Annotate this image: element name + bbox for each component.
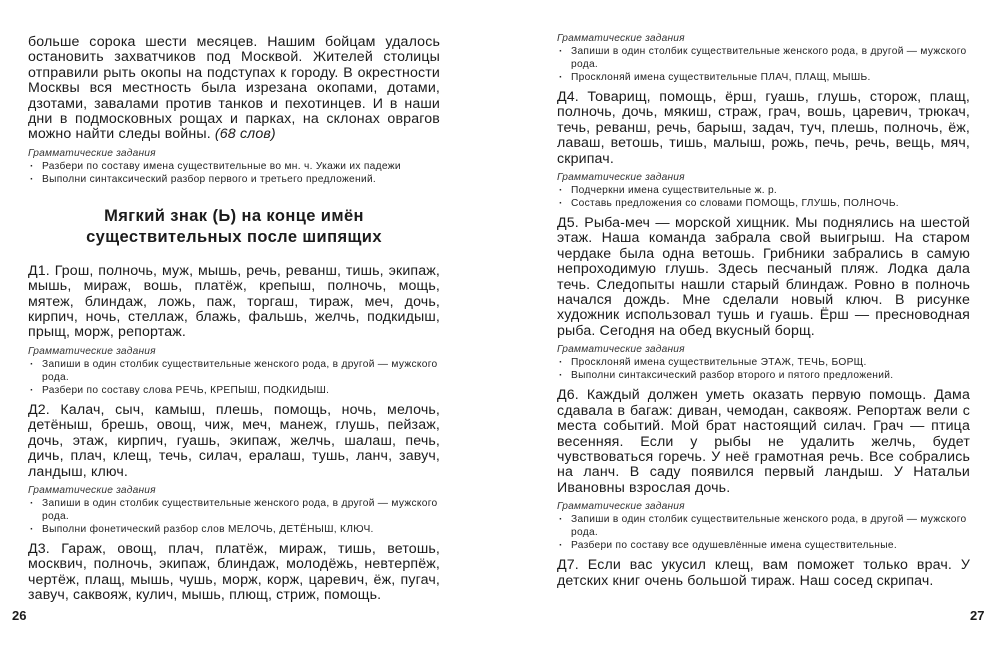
exercise-body: Грош, полночь, муж, мышь, речь, реванш, тишь, экипаж, мышь, мираж, вошь, платёж, крепыш, полночь, мощь, мятеж, блиндаж, ложь, паж, торгаш, тираж, меч, дочь, кирпич, ночь, стеллаж, блажь, фальшь, желчь, подкидыш, прыщ, морж, репортаж. xyxy=(28,262,441,341)
task-item: · Выполни синтаксический разбор первого и третьего предложений. xyxy=(28,173,440,186)
task-item: · Запиши в один столбик существительные женского рода, в другой — мужского рода. xyxy=(28,358,440,384)
exercise-label: Д2. xyxy=(28,401,50,418)
task-item: · Составь предложения со словами ПОМОЩЬ, ГЛУШЬ, ПОЛНОЧЬ. xyxy=(557,197,970,210)
task-item: · Разбери по составу имена существительные во мн. ч. Укажи их падежи xyxy=(28,160,440,173)
exercise-label: Д7. xyxy=(557,557,579,574)
exercise-label: Д5. xyxy=(557,215,579,232)
exercise-label: Д4. xyxy=(557,89,579,105)
exercise-text xyxy=(557,558,970,589)
grammar-tasks xyxy=(557,501,970,552)
tasks-list xyxy=(557,45,970,84)
exercise-text xyxy=(28,403,440,480)
task-item: · Просклоняй имена существительные ПЛАЧ, ПЛАЩ, МЫШЬ. xyxy=(557,71,970,84)
task-item: · Просклоняй имена существительные ЭТАЖ, ТЕЧЬ, БОРЩ. xyxy=(557,356,970,369)
exercise-d2 xyxy=(28,403,440,536)
page-number-left: 26 xyxy=(12,608,27,623)
exercise-body: Гараж, овощ, плач, платёж, мираж, тишь, ветошь, москвич, полночь, экипаж, блиндаж, молодёжь, невтерпёж, чертёж, плащ, мышь, чушь, морж, корж, царевич, ёж, пугач, завуч, саквояж, кулич, мышь, плющ, стриж, помощь. xyxy=(28,540,441,604)
exercise-body: Калач, сыч, камыш, плешь, помощь, ночь, мелочь, детёныш, брешь, овощ, чиж, меч, манеж, глушь, пейзаж, дочь, этаж, кирпич, гуашь, экипаж, желчь, шалаш, печь, дичь, плач, клещ, течь, силач, ералаш, тушь, ланч, завуч, ландыш, ключ. xyxy=(28,401,440,480)
exercise-body: Рыба-меч — морской хищник. Мы поднялись на шестой этаж. Наша команда забрала свой выигрыш. На старом чердаке была одна ветошь. Грибники забрались в самую непроходимую глушь. Здесь песчаный пляж. Лодка дала течь. Следопыты нашли старый блиндаж. Ровно в полночь начался дождь. Мне сделали новый ключ. В рисунке художник использовал тушь и гуашь. Ёрш — пресноводная рыба. Сегодня на обед вкусный борщ. xyxy=(557,215,971,339)
exercise-text xyxy=(557,90,970,167)
tasks-list xyxy=(28,358,440,397)
tasks-title: Грамматические задания xyxy=(557,501,685,513)
grammar-tasks xyxy=(28,485,440,536)
tasks-title: Грамматические задания xyxy=(557,344,685,356)
task-item: · Подчеркни имена существительные ж. р. xyxy=(557,184,970,197)
exercise-d6 xyxy=(557,388,970,552)
tasks-list xyxy=(557,356,970,382)
exercise-d3 xyxy=(28,542,440,604)
tasks-title: Грамматические задания xyxy=(28,345,156,357)
exercise-label: Д1. xyxy=(28,262,50,279)
exercise-text xyxy=(28,542,440,604)
intro-paragraph xyxy=(28,35,440,143)
exercise-d4 xyxy=(557,90,970,210)
exercise-d1 xyxy=(28,264,440,397)
exercise-d5 xyxy=(557,216,970,382)
task-item: · Выполни синтаксический разбор второго и пятого предложений. xyxy=(557,369,970,382)
word-count-note: (68 слов) xyxy=(214,126,276,143)
task-item: · Выполни фонетический разбор слов МЕЛОЧЬ, ДЕТЁНЫШ, КЛЮЧ. xyxy=(28,523,440,536)
section-title-line: Мягкий знак (Ь) на конце имён xyxy=(104,206,364,225)
tasks-title: Грамматические задания xyxy=(557,33,685,44)
tasks-title: Грамматические задания xyxy=(557,172,685,184)
left-page xyxy=(28,0,440,656)
exercise-text xyxy=(557,216,970,339)
exercise-body: Каждый должен уметь оказать первую помощь. Дама сдавала в багаж: диван, чемодан, саквояж. Репортаж вели с места событий. Мой брат настоящий силач. Грач — птица весенняя. Если у рыбы не удалить желчь, будет чувствоваться горечь. У неё грамотная речь. Все собрались на ланч. В саду появился первый ландыш. У Натальи Ивановны взрослая дочь. xyxy=(557,387,970,496)
task-item: · Запиши в один столбик существительные женского рода, в другой — мужского рода. xyxy=(557,513,970,539)
tasks-list xyxy=(557,513,970,552)
section-title-line: существительных после шипящих xyxy=(86,227,382,246)
intro-grammar-tasks xyxy=(28,148,440,186)
section-title xyxy=(28,206,440,248)
right-page xyxy=(557,0,970,656)
task-item: · Разбери по составу слова РЕЧЬ, КРЕПЫШ, ПОДКИДЫШ. xyxy=(28,384,440,397)
tasks-list xyxy=(28,160,440,186)
tasks-list xyxy=(28,497,440,536)
top-grammar-tasks xyxy=(557,33,970,84)
intro-text: больше сорока шести месяцев. Нашим бойцам удалось остановить захватчиков под Москвой. Жителей столицы отправили рыть окопы на подступах к городу. В окрестности Москвы вся местность была изрезана окопами, дотами, дзотами, завалами против танков и пехотинцев. И в наши дни в подмосковных рощах и парках, на склонах оврагов можно найти следы войны. xyxy=(28,34,440,143)
task-item: · Запиши в один столбик существительные женского рода, в другой — мужского рода. xyxy=(557,45,970,71)
page-number-right: 27 xyxy=(970,608,985,623)
grammar-tasks xyxy=(557,344,970,382)
tasks-title: Грамматические задания xyxy=(28,484,156,496)
exercise-label: Д3. xyxy=(28,540,50,557)
exercise-label: Д6. xyxy=(557,387,579,404)
grammar-tasks xyxy=(28,346,440,397)
exercise-body: Если вас укусил клещ, вам поможет только врач. У детских книг очень большой тираж. Наш сосед скрипач. xyxy=(557,557,970,589)
exercise-text xyxy=(28,264,440,341)
tasks-list xyxy=(557,184,970,210)
task-item: · Разбери по составу все одушевлённые имена существительные. xyxy=(557,539,970,552)
grammar-tasks xyxy=(557,172,970,210)
exercise-d7 xyxy=(557,558,970,589)
tasks-title: Грамматические задания xyxy=(28,147,156,159)
exercise-text xyxy=(557,388,970,496)
exercise-body: Товарищ, помощь, ёрш, гуашь, глушь, сторож, плащ, полночь, дочь, мякиш, страж, грач, вошь, царевич, трюкач, течь, реванш, речь, барыш, задач, туч, плешь, полночь, ёж, лаваш, ветошь, тишь, малыш, рожь, печь, речь, вещь, мяч, скрипач. xyxy=(557,89,971,167)
task-item: · Запиши в один столбик существительные женского рода, в другой — мужского рода. xyxy=(28,497,440,523)
